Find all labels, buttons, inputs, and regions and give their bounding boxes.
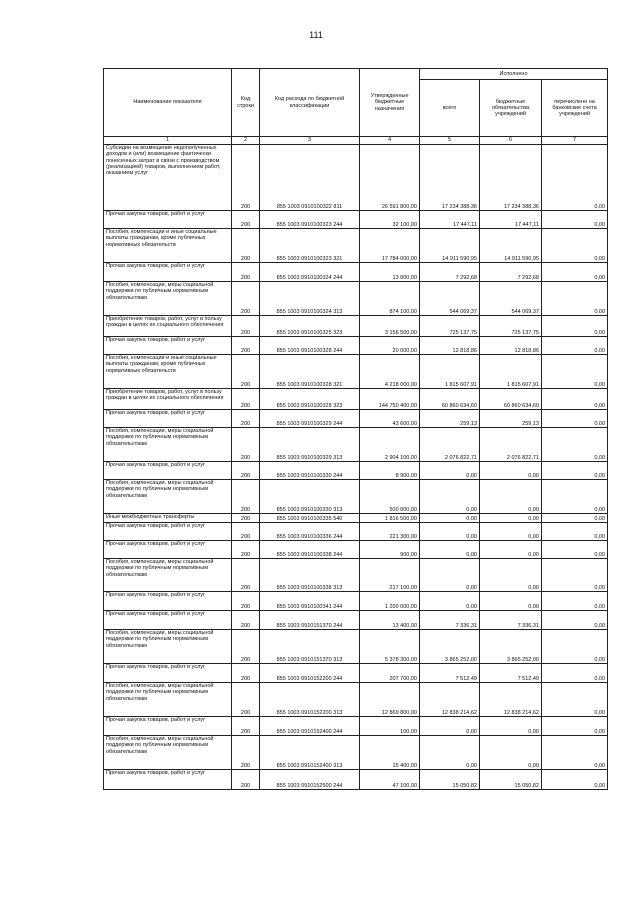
row-budget-code: 855 1003 0910152200 244	[260, 664, 360, 683]
column-number: 5	[420, 137, 480, 145]
row-executed-total: 0,00	[420, 480, 480, 514]
row-executed-transferred: 0,00	[542, 480, 608, 514]
row-executed-obligations: 14 911 590,95	[480, 229, 542, 263]
row-line-code: 200	[232, 462, 260, 480]
row-approved-amount: 13 400,00	[360, 611, 420, 630]
row-executed-obligations: 0,00	[480, 541, 542, 559]
table-row	[104, 736, 608, 770]
row-name: Прочая закупка товаров, работ и услуг	[104, 717, 232, 736]
column-number: 6	[480, 137, 542, 145]
row-executed-total: 7 512,49	[420, 664, 480, 683]
row-name: Прочая закупка товаров, работ и услуг	[104, 664, 232, 683]
row-approved-amount: 13 000,00	[360, 263, 420, 282]
row-executed-total: 1 815 607,91	[420, 355, 480, 389]
row-budget-code: 855 1003 0910100323 321	[260, 229, 360, 263]
row-executed-total: 17 447,11	[420, 211, 480, 229]
row-executed-total: 12 818,86	[420, 337, 480, 355]
table-row	[104, 523, 608, 541]
row-name: Прочая закупка товаров, работ и услуг	[104, 337, 232, 355]
row-line-code: 200	[232, 410, 260, 428]
row-executed-obligations: 259,13	[480, 410, 542, 428]
row-budget-code: 855 1003 0910100328 244	[260, 337, 360, 355]
row-budget-code: 855 1003 0910100341 244	[260, 592, 360, 611]
table-row	[104, 145, 608, 211]
row-approved-amount: 47 100,00	[360, 770, 420, 790]
row-executed-total: 3 865 252,00	[420, 630, 480, 664]
row-executed-total: 0,00	[420, 717, 480, 736]
row-executed-transferred: 0,00	[542, 630, 608, 664]
table-row	[104, 389, 608, 410]
table-row	[104, 630, 608, 664]
row-executed-total: 725 137,75	[420, 316, 480, 337]
row-executed-total: 544 069,37	[420, 282, 480, 316]
row-budget-code: 855 1003 0910100324 244	[260, 263, 360, 282]
row-executed-transferred: 0,00	[542, 770, 608, 790]
row-approved-amount: 217 100,00	[360, 559, 420, 592]
row-executed-obligations: 17 234 388,36	[480, 145, 542, 211]
row-line-code: 200	[232, 541, 260, 559]
row-name: Прочая закупка товаров, работ и услуг	[104, 523, 232, 541]
row-line-code: 200	[232, 736, 260, 770]
table-row	[104, 229, 608, 263]
row-executed-transferred: 0,00	[542, 263, 608, 282]
table-row	[104, 717, 608, 736]
row-name: Прочая закупка товаров, работ и услуг	[104, 541, 232, 559]
row-executed-obligations: 0,00	[480, 559, 542, 592]
row-executed-transferred: 0,00	[542, 211, 608, 229]
table-row	[104, 428, 608, 462]
row-executed-obligations: 544 069,37	[480, 282, 542, 316]
row-executed-transferred: 0,00	[542, 664, 608, 683]
row-executed-obligations: 0,00	[480, 462, 542, 480]
header-name: Наименование показателя	[104, 69, 232, 137]
row-line-code: 200	[232, 263, 260, 282]
table-row	[104, 355, 608, 389]
row-line-code: 200	[232, 611, 260, 630]
row-approved-amount: 17 784 000,00	[360, 229, 420, 263]
row-budget-code: 855 1003 0910100335 540	[260, 514, 360, 523]
row-executed-transferred: 0,00	[542, 316, 608, 337]
row-executed-transferred: 0,00	[542, 389, 608, 410]
row-approved-amount: 15 400,00	[360, 736, 420, 770]
row-line-code: 200	[232, 664, 260, 683]
row-line-code: 200	[232, 559, 260, 592]
row-name: Прочая закупка товаров, работ и услуг	[104, 611, 232, 630]
row-line-code: 200	[232, 514, 260, 523]
row-executed-total: 259,13	[420, 410, 480, 428]
row-budget-code: 855 1003 0910100322 811	[260, 145, 360, 211]
row-executed-obligations: 7 512,49	[480, 664, 542, 683]
row-approved-amount: 26 591 800,00	[360, 145, 420, 211]
row-executed-total: 0,00	[420, 592, 480, 611]
row-executed-transferred: 0,00	[542, 145, 608, 211]
table-row	[104, 611, 608, 630]
row-executed-transferred: 0,00	[542, 717, 608, 736]
row-line-code: 200	[232, 428, 260, 462]
row-executed-transferred: 0,00	[542, 592, 608, 611]
row-approved-amount: 4 218 000,00	[360, 355, 420, 389]
row-line-code: 200	[232, 211, 260, 229]
row-budget-code: 855 1003 0910100329 244	[260, 410, 360, 428]
row-name: Приобретение товаров, работ, услуг в пользу граждан в целях их социального обеспечения	[104, 316, 232, 337]
row-executed-transferred: 0,00	[542, 355, 608, 389]
table-row	[104, 559, 608, 592]
row-approved-amount: 43 600,00	[360, 410, 420, 428]
row-approved-amount: 874 100,00	[360, 282, 420, 316]
row-executed-transferred: 0,00	[542, 683, 608, 717]
row-executed-transferred: 0,00	[542, 462, 608, 480]
row-name: Пособия, компенсации, меры социальной поддержки по публичным нормативным обязательствам	[104, 480, 232, 514]
row-approved-amount: 221 300,00	[360, 523, 420, 541]
column-number: 3	[260, 137, 360, 145]
table-row	[104, 592, 608, 611]
row-approved-amount: 20 000,00	[360, 337, 420, 355]
row-name: Субсидии на возмещение недополученных доходов и (или) возмещение фактически понесенных затрат в связи с производством (реализацией) товаров, выполнением работ, оказанием услуг	[104, 145, 232, 211]
row-name: Пособия, компенсации, меры социальной поддержки по публичным нормативным обязательствам	[104, 630, 232, 664]
row-approved-amount: 12 869 800,00	[360, 683, 420, 717]
row-executed-total: 0,00	[420, 462, 480, 480]
row-name: Прочая закупка товаров, работ и услуг	[104, 410, 232, 428]
row-name: Приобретение товаров, работ, услуг в пользу граждан в целях их социального обеспечения	[104, 389, 232, 410]
budget-execution-table	[103, 68, 608, 790]
row-approved-amount: 5 378 300,00	[360, 630, 420, 664]
row-executed-obligations: 0,00	[480, 736, 542, 770]
row-line-code: 200	[232, 523, 260, 541]
row-executed-total: 2 076 822,71	[420, 428, 480, 462]
row-name: Прочая закупка товаров, работ и услуг	[104, 211, 232, 229]
table-row	[104, 337, 608, 355]
row-approved-amount: 3 156 500,00	[360, 316, 420, 337]
row-executed-total: 0,00	[420, 514, 480, 523]
row-line-code: 200	[232, 592, 260, 611]
header-executed-transferred: перечислено на банковские счета учреждений	[542, 80, 608, 137]
row-approved-amount: 144 750 400,00	[360, 389, 420, 410]
row-approved-amount: 100,00	[360, 717, 420, 736]
column-number: 2	[232, 137, 260, 145]
row-budget-code: 855 1003 0910100336 244	[260, 523, 360, 541]
row-budget-code: 855 1003 0910152400 313	[260, 736, 360, 770]
row-executed-total: 60 860 634,60	[420, 389, 480, 410]
row-executed-transferred: 0,00	[542, 514, 608, 523]
row-budget-code: 855 1003 0910100323 244	[260, 211, 360, 229]
row-budget-code: 855 1003 0910100338 244	[260, 541, 360, 559]
row-budget-code: 855 1003 0910152400 244	[260, 717, 360, 736]
row-executed-obligations: 2 076 822,71	[480, 428, 542, 462]
row-executed-transferred: 0,00	[542, 410, 608, 428]
row-budget-code: 855 1003 0910100338 313	[260, 559, 360, 592]
row-name: Иные межбюджетные трансферты	[104, 514, 232, 523]
header-executed-obligations: бюджетные обязательства учреждений	[480, 80, 542, 137]
header-line-code: Код строки	[232, 69, 260, 137]
page-number: 111	[309, 30, 323, 40]
row-executed-total: 7 292,68	[420, 263, 480, 282]
header-budget-code: Код расхода по бюджетной классификации	[260, 69, 360, 137]
row-name: Пособия, компенсации, меры социальной поддержки по публичным нормативным обязательствам	[104, 428, 232, 462]
row-name: Прочая закупка товаров, работ и услуг	[104, 592, 232, 611]
row-name: Прочая закупка товаров, работ и услуг	[104, 462, 232, 480]
row-approved-amount: 1 200 000,00	[360, 592, 420, 611]
row-executed-obligations: 17 447,11	[480, 211, 542, 229]
row-name: Пособия, компенсации, меры социальной поддержки по публичным нормативным обязательствам	[104, 282, 232, 316]
table-row	[104, 211, 608, 229]
row-approved-amount: 8 900,00	[360, 462, 420, 480]
row-approved-amount: 32 100,00	[360, 211, 420, 229]
row-budget-code: 855 1003 0910100324 313	[260, 282, 360, 316]
column-number: 4	[360, 137, 420, 145]
row-executed-transferred: 0,00	[542, 282, 608, 316]
table-row	[104, 480, 608, 514]
row-executed-obligations: 0,00	[480, 480, 542, 514]
row-executed-obligations: 0,00	[480, 514, 542, 523]
row-budget-code: 855 1003 0910152200 313	[260, 683, 360, 717]
header-executed-total: всего	[420, 80, 480, 137]
row-executed-transferred: 0,00	[542, 428, 608, 462]
row-budget-code: 855 1003 0910100328 321	[260, 355, 360, 389]
row-executed-obligations: 12 838 214,62	[480, 683, 542, 717]
table-row	[104, 263, 608, 282]
row-executed-obligations: 60 860 634,60	[480, 389, 542, 410]
row-executed-transferred: 0,00	[542, 736, 608, 770]
row-executed-transferred: 0,00	[542, 229, 608, 263]
row-line-code: 200	[232, 229, 260, 263]
row-approved-amount: 1 816 500,00	[360, 514, 420, 523]
row-budget-code: 855 1003 0910100330 313	[260, 480, 360, 514]
row-executed-total: 0,00	[420, 541, 480, 559]
row-budget-code: 855 1003 0910151370 313	[260, 630, 360, 664]
table-row	[104, 410, 608, 428]
row-budget-code: 855 1003 0910152500 244	[260, 770, 360, 790]
row-executed-transferred: 0,00	[542, 541, 608, 559]
row-line-code: 200	[232, 630, 260, 664]
row-name: Пособия, компенсации, меры социальной поддержки по публичным нормативным обязательствам	[104, 683, 232, 717]
header-executed: Исполнено	[420, 69, 608, 80]
row-name: Пособия, компенсации и иные социальные выплаты гражданам, кроме публичных нормативных обязательств	[104, 229, 232, 263]
row-executed-total: 14 911 590,95	[420, 229, 480, 263]
table-row	[104, 683, 608, 717]
row-executed-obligations: 15 050,82	[480, 770, 542, 790]
row-executed-transferred: 0,00	[542, 523, 608, 541]
row-budget-code: 855 1003 0910100325 323	[260, 316, 360, 337]
row-line-code: 200	[232, 683, 260, 717]
row-line-code: 200	[232, 355, 260, 389]
row-line-code: 200	[232, 316, 260, 337]
row-executed-total: 15 050,82	[420, 770, 480, 790]
row-budget-code: 855 1003 0910151370 244	[260, 611, 360, 630]
table-row	[104, 514, 608, 523]
row-line-code: 200	[232, 480, 260, 514]
table-row	[104, 316, 608, 337]
column-number: 1	[104, 137, 232, 145]
row-line-code: 200	[232, 337, 260, 355]
row-line-code: 200	[232, 389, 260, 410]
row-line-code: 200	[232, 717, 260, 736]
row-executed-total: 7 336,31	[420, 611, 480, 630]
row-line-code: 200	[232, 770, 260, 790]
row-executed-total: 0,00	[420, 559, 480, 592]
row-executed-obligations: 0,00	[480, 523, 542, 541]
row-executed-total: 0,00	[420, 736, 480, 770]
row-approved-amount: 207 700,00	[360, 664, 420, 683]
row-name: Пособия, компенсации, меры социальной поддержки по публичным нормативным обязательствам	[104, 559, 232, 592]
row-executed-transferred: 0,00	[542, 559, 608, 592]
row-name: Прочая закупка товаров, работ и услуг	[104, 770, 232, 790]
row-name: Пособия, компенсации, меры социальной поддержки по публичным нормативным обязательствам	[104, 736, 232, 770]
row-executed-total: 0,00	[420, 523, 480, 541]
row-executed-obligations: 0,00	[480, 717, 542, 736]
row-executed-obligations: 1 815 607,91	[480, 355, 542, 389]
table-row	[104, 282, 608, 316]
row-executed-obligations: 0,00	[480, 592, 542, 611]
row-executed-obligations: 7 336,31	[480, 611, 542, 630]
row-budget-code: 855 1003 0910100329 313	[260, 428, 360, 462]
table-row	[104, 664, 608, 683]
table-row	[104, 541, 608, 559]
row-line-code: 200	[232, 145, 260, 211]
row-name: Прочая закупка товаров, работ и услуг	[104, 263, 232, 282]
table-row	[104, 462, 608, 480]
header-approved: Утвержденные бюджетные назначения	[360, 69, 420, 137]
row-executed-obligations: 7 292,68	[480, 263, 542, 282]
row-approved-amount: 2 904 100,00	[360, 428, 420, 462]
row-executed-obligations: 3 865 252,00	[480, 630, 542, 664]
row-name: Пособия, компенсации и иные социальные выплаты гражданам, кроме публичных нормативных обязательств	[104, 355, 232, 389]
row-line-code: 200	[232, 282, 260, 316]
row-executed-transferred: 0,00	[542, 337, 608, 355]
column-number: 7	[542, 137, 608, 145]
row-executed-obligations: 725 137,75	[480, 316, 542, 337]
row-approved-amount: 900,00	[360, 541, 420, 559]
table-row	[104, 770, 608, 790]
row-executed-transferred: 0,00	[542, 611, 608, 630]
row-executed-total: 17 234 388,36	[420, 145, 480, 211]
row-approved-amount: 500 000,00	[360, 480, 420, 514]
row-executed-obligations: 12 818,86	[480, 337, 542, 355]
row-executed-total: 12 838 214,62	[420, 683, 480, 717]
row-budget-code: 855 1003 0910100330 244	[260, 462, 360, 480]
row-budget-code: 855 1003 0910100328 323	[260, 389, 360, 410]
